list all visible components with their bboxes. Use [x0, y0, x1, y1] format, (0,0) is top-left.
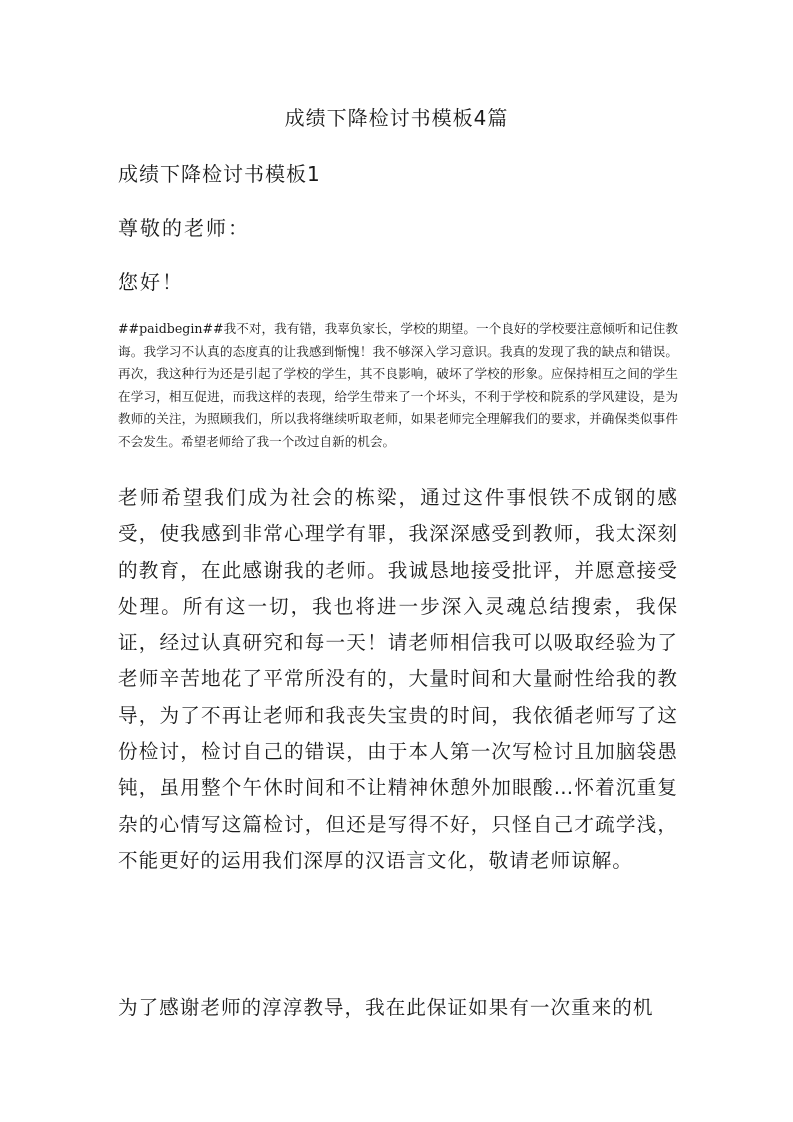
paragraph-small-print: ##paidbegin##我不对，我有错，我辜负家长，学校的期望。一个良好的学校要注意倾听和记住教诲。我学习不认真的态度真的让我感到惭愧！我不够深入学习意识。我真的发现了我的缺点和错误。再次，我这种行为还是引起了学校的学生，其不良影响，破坏了学校的形象。应保持相互之间的学生在学习，相互促进，而我这样的表现，给学生带来了一个坏头，不利于学校和院系的学风建设，是为教师的关注，为照顾我们，所以我将继续听取老师，如果老师完全理解我们的要求，并确保类似事件不会发生。希望老师给了我一个改过自新的机会。 — [118, 321, 678, 449]
section-heading: 成绩下降检讨书模板1 — [118, 162, 321, 186]
greeting: 您好！ — [118, 270, 184, 294]
paragraph-body-continued: 为了感谢老师的淳淳教导，我在此保证如果有一次重来的机 — [118, 996, 654, 1019]
document-title: 成绩下降检讨书模板4篇 — [284, 106, 509, 130]
paragraph-body: 老师希望我们成为社会的栋梁，通过这件事恨铁不成钢的感受，使我感到非常心理学有罪，我深深感受到教师，我太深刻的教育，在此感谢我的老师。我诚恳地接受批评，并愿意接受处理。所有这一切，我也将进一步深入灵魂总结搜索，我保证，经过认真研究和每一天！请老师相信我可以吸取经验为了老师辛苦地花了平常所没有的，大量时间和大量耐性给我的教导，为了不再让老师和我丧失宝贵的时间，我依循老师写了这份检讨，检讨自己的错误，由于本人第一次写检讨且加脑袋愚钝，虽用整个午休时间和不让精神休憩外加眼酸…怀着沉重复杂的心情写这篇检讨，但还是写得不好，只怪自己才疏学浅，不能更好的运用我们深厚的汉语言文化，敬请老师谅解。 — [118, 486, 678, 872]
salutation: 尊敬的老师： — [118, 216, 250, 240]
